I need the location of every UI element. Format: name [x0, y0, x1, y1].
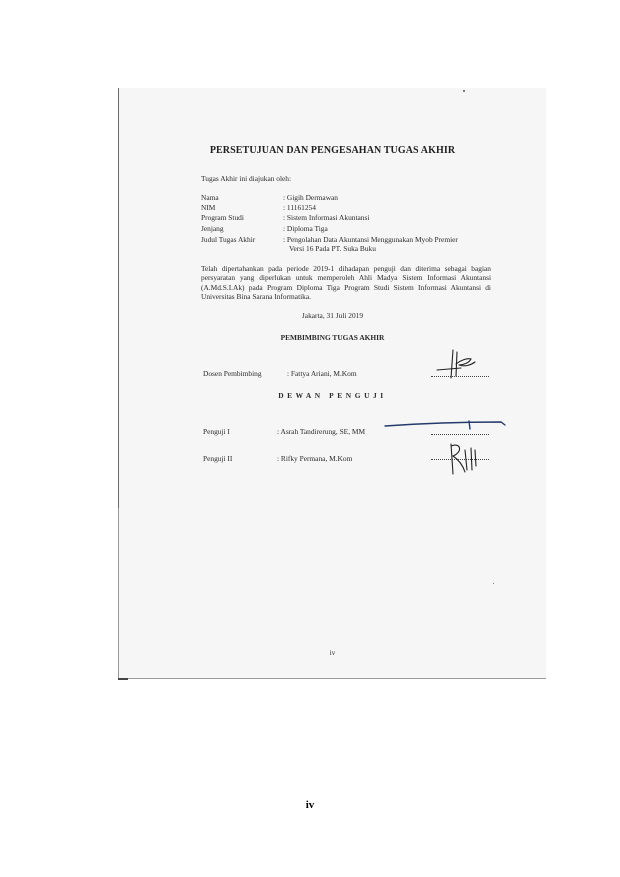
inner-page-number: iv: [329, 649, 336, 657]
scan-edge-mark: [118, 678, 128, 680]
field-label-nama: Nama: [201, 193, 219, 202]
field-value-nim: : 11161254: [283, 203, 316, 212]
pembimbing-label: Dosen Pembimbing: [203, 369, 262, 378]
page-number: iv: [305, 799, 315, 811]
field-value-judul-cont: Versi 16 Pada PT. Suka Buku: [289, 244, 376, 253]
penguji-1-label: Penguji I: [203, 427, 230, 436]
dewan-penguji-heading: DEWAN PENGUJI: [278, 391, 387, 400]
place-date: Jakarta, 31 Juli 2019: [301, 311, 364, 320]
field-label-nim: NIM: [201, 203, 216, 212]
field-value-nama: : Gigih Dermawan: [283, 193, 339, 202]
signature-penguji-2: [445, 440, 481, 476]
scan-speck: [463, 90, 465, 92]
scan-speck: [493, 583, 494, 584]
field-label-judul: Judul Tugas Akhir: [201, 235, 256, 244]
approval-paragraph: Telah dipertahankan pada periode 2019-1 dihadapan penguji dan diterima sebagai bagian persyaratan yang diperlukan untuk memperoleh Ahli Madya Sistem Informasi Akuntansi (A.Md.S.I.Ak) pada Program Diploma Tiga Program Studi Sistem Informasi Akuntansi di Universitas Bina Sarana Informatika.: [201, 264, 491, 302]
field-value-program-studi: : Sistem Informasi Akuntansi: [283, 213, 370, 222]
field-label-program-studi: Program Studi: [201, 213, 244, 222]
intro-text: Tugas Akhir ini diajukan oleh:: [201, 174, 292, 183]
penguji-2-value: : Rifky Permana, M.Kom: [277, 454, 353, 463]
document-title: PERSETUJUAN DAN PENGESAHAN TUGAS AKHIR: [209, 145, 456, 156]
field-value-jenjang: : Diploma Tiga: [283, 224, 328, 233]
penguji-1-value: : Asrah Tandirerung, SE, MM: [277, 427, 366, 436]
pembimbing-value: : Fattya Ariani, M.Kom: [287, 369, 357, 378]
field-value-judul: : Pengolahan Data Akuntansi Menggunakan Myob Premier: [283, 235, 458, 244]
signature-pembimbing: [431, 346, 493, 384]
signature-line-penguji-1: [431, 434, 489, 435]
field-label-jenjang: Jenjang: [201, 224, 224, 233]
penguji-2-label: Penguji II: [203, 454, 233, 463]
pembimbing-heading: PEMBIMBING TUGAS AKHIR: [280, 333, 385, 342]
scanned-page: [118, 88, 546, 679]
signature-penguji-1: [383, 416, 509, 432]
